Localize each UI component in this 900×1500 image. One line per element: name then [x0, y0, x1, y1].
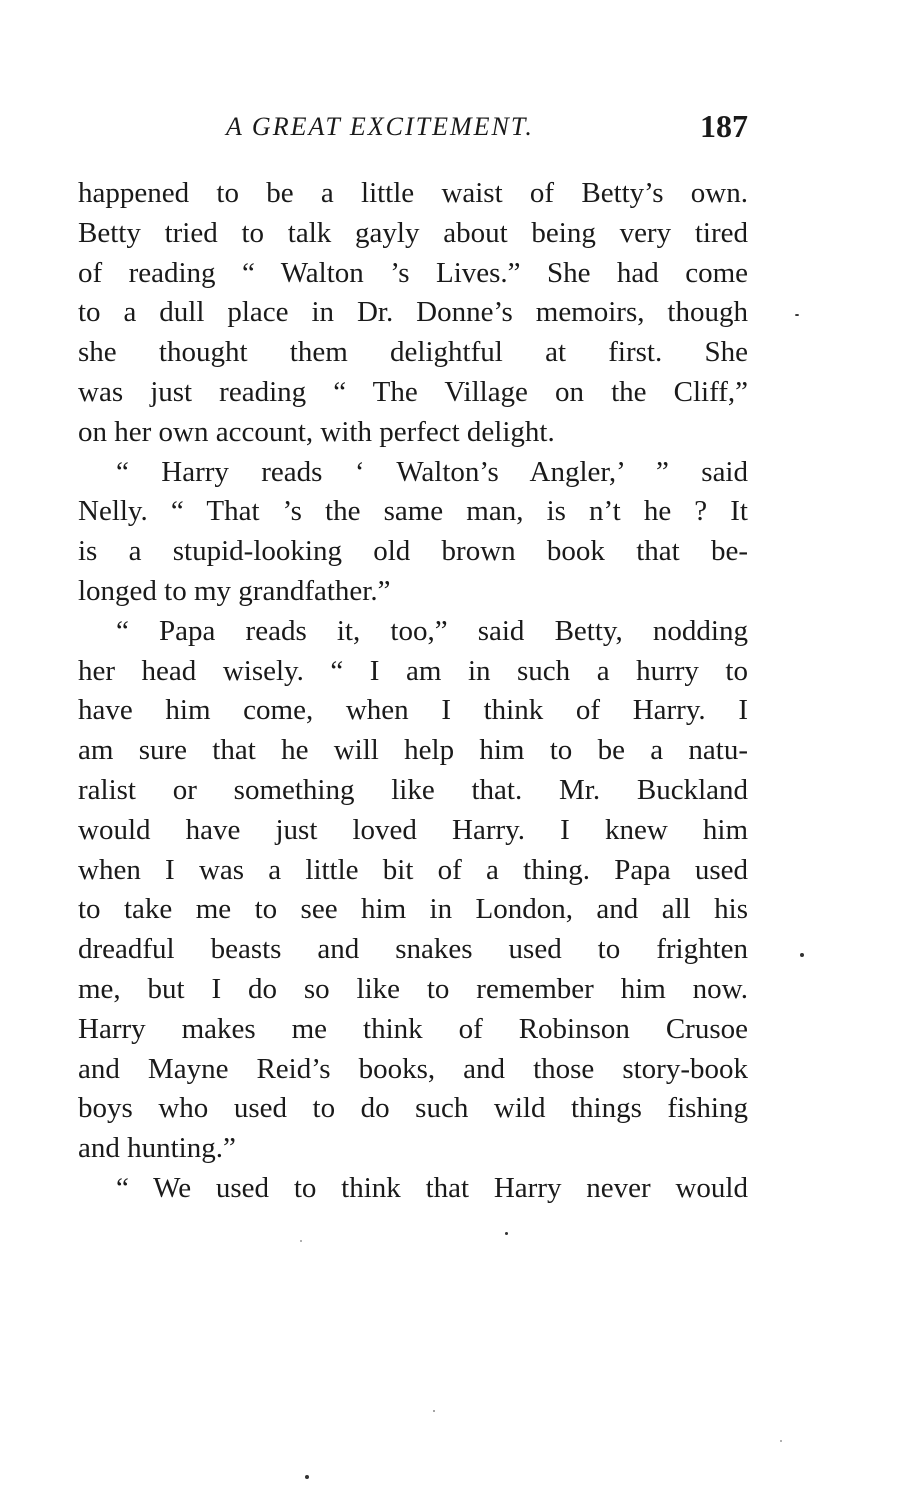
scan-speck — [795, 314, 799, 316]
text-line: me, but I do so like to remember him now. — [78, 972, 748, 1005]
text-line: boys who used to do such wild things fishing — [78, 1092, 748, 1125]
text-line: ralist or something like that. Mr. Buckland — [78, 773, 748, 806]
text-line: to a dull place in Dr. Donne’s memoirs, though — [78, 296, 748, 329]
paragraph-first-line: “ We used to think that Harry never would — [116, 1171, 748, 1204]
text-line: is a stupid-looking old brown book that be- — [78, 535, 748, 568]
text-line: to take me to see him in London, and all his — [78, 893, 748, 926]
text-line: have him come, when I think of Harry. I — [78, 694, 748, 727]
text-line: her head wisely. “ I am in such a hurry to — [78, 654, 748, 687]
text-line: when I was a little bit of a thing. Papa used — [78, 853, 748, 886]
scan-speck — [505, 1232, 508, 1235]
text-line: was just reading “ The Village on the Cliff,” — [78, 375, 748, 408]
text-line: Harry makes me think of Robinson Crusoe — [78, 1012, 748, 1045]
text-line: Betty tried to talk gayly about being very tired — [78, 216, 748, 249]
text-line: longed to my grandfather.” — [78, 574, 391, 607]
text-line: am sure that he will help him to be a natu- — [78, 734, 748, 767]
text-line: and Mayne Reid’s books, and those story-book — [78, 1052, 748, 1085]
text-line: dreadful beasts and snakes used to frighten — [78, 933, 748, 966]
body-text — [78, 174, 748, 1209]
paragraph-first-line: “ Harry reads ‘ Walton’s Angler,’ ” said — [116, 455, 748, 488]
text-line: would have just loved Harry. I knew him — [78, 813, 748, 846]
scan-speck — [300, 1240, 302, 1242]
text-line: on her own account, with perfect delight. — [78, 415, 555, 448]
page-number: 187 — [700, 108, 748, 144]
paragraph-first-line: “ Papa reads it, too,” said Betty, nodding — [116, 614, 748, 647]
scan-speck — [780, 1440, 782, 1442]
running-title: A GREAT EXCITEMENT. — [226, 112, 534, 141]
scan-speck — [800, 953, 804, 957]
text-line: Nelly. “ That ’s the same man, is n’t he ? It — [78, 495, 748, 528]
text-line: and hunting.” — [78, 1132, 236, 1165]
running-head — [78, 108, 748, 152]
text-line: she thought them delightful at first. She — [78, 336, 748, 369]
text-line: of reading “ Walton ’s Lives.” She had come — [78, 256, 748, 289]
scan-speck — [305, 1475, 309, 1479]
scan-speck — [433, 1410, 435, 1412]
text-line: happened to be a little waist of Betty’s own. — [78, 177, 748, 209]
